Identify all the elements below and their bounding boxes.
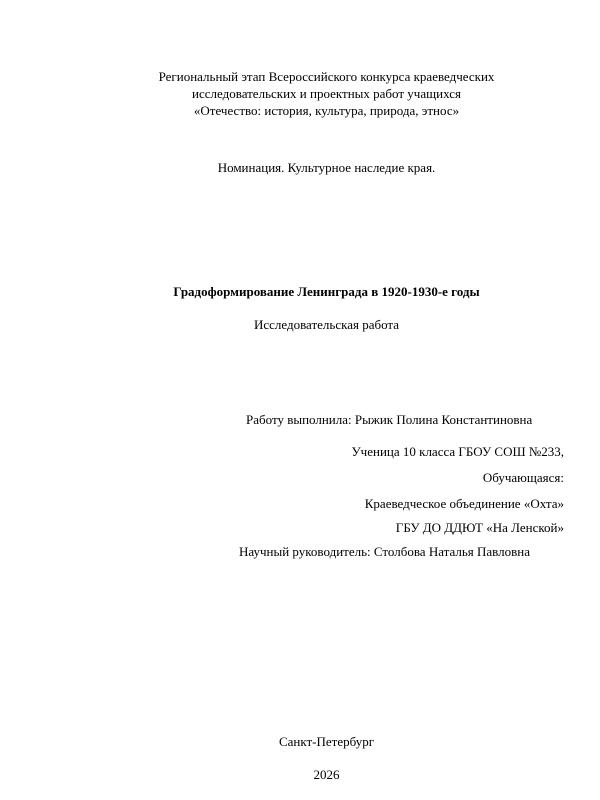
footer-year: 2026 xyxy=(313,767,340,782)
footer-city: Санкт-Петербург xyxy=(278,734,375,749)
author-line: Работу выполнила: Рыжик Полина Константиновна xyxy=(246,412,533,427)
student-line: Ученица 10 класса ГБОУ СОШ №233, xyxy=(351,444,564,459)
work-subtitle: Исследовательская работа xyxy=(253,317,400,332)
nomination: Номинация. Культурное наследие края. xyxy=(217,160,436,175)
contest-header-line-2: исследовательских и проектных работ учащихся xyxy=(192,86,461,101)
association-line: Краеведческое объединение «Охта» xyxy=(364,496,564,511)
contest-header-line-3: «Отечество: история, культура, природа, этнос» xyxy=(193,103,460,118)
contest-header xyxy=(0,68,600,119)
institution-line: ГБУ ДО ДДЮТ «На Ленской» xyxy=(395,520,564,535)
learning-line: Обучающаяся: xyxy=(482,470,564,485)
work-title: Градоформирование Ленинграда в 1920-1930-е годы xyxy=(173,284,480,299)
supervisor-line: Научный руководитель: Столбова Наталья Павловна xyxy=(239,544,530,559)
contest-header-line-1: Региональный этап Всероссийского конкурса краеведческих xyxy=(158,69,495,84)
